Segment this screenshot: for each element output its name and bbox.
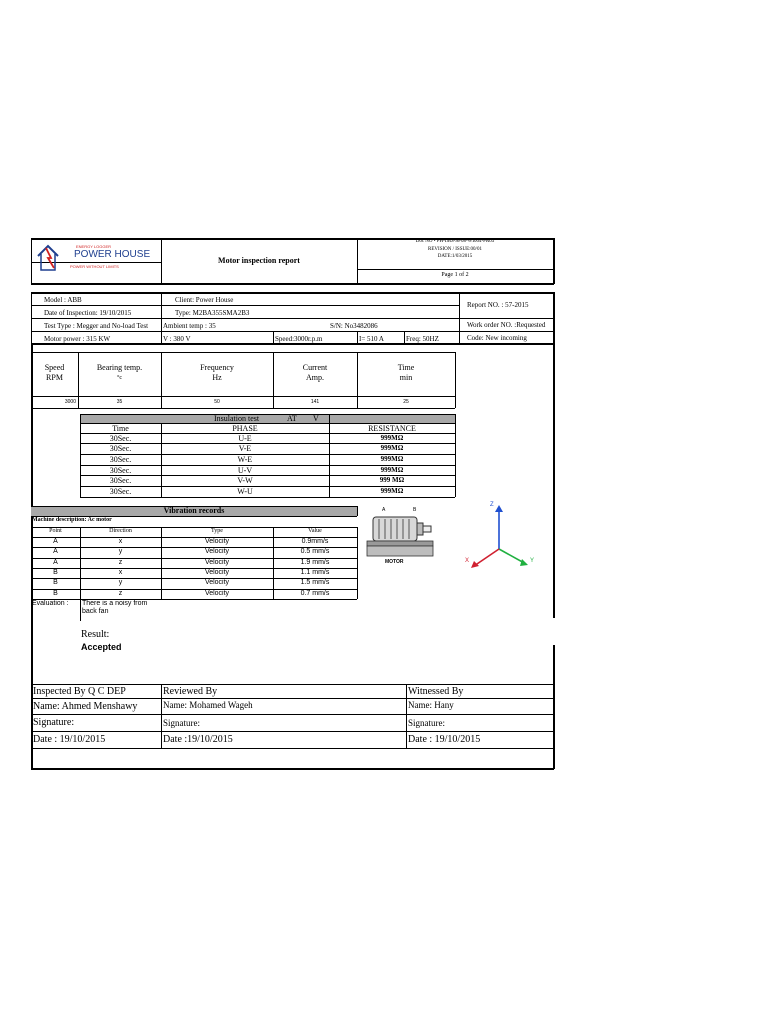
model: Model : ABB <box>44 296 82 304</box>
code: Code: New incoming <box>467 334 527 342</box>
insulation-header-time: Time <box>112 424 129 433</box>
insulation-title: Insulation test <box>214 414 260 423</box>
current: I= 510 A <box>359 335 384 343</box>
insulation-header-resistance: RESISTANCE <box>368 424 416 433</box>
measure-header-frequency: Frequency Hz <box>200 363 234 382</box>
point-b-label: B <box>413 507 417 513</box>
point-a-label: A <box>382 507 386 513</box>
serial-number: S/N: No3482086 <box>330 322 378 330</box>
measure-time-value: 25 <box>403 399 409 405</box>
frequency: Freq: 50HZ <box>406 335 439 343</box>
vibration-title: Vibration records <box>163 506 225 515</box>
reviewer-signature: Signature: <box>163 718 200 728</box>
evaluation-text-line2: back fan <box>82 608 109 615</box>
client: Client: Power House <box>175 296 234 304</box>
revision: REVISION / ISSUE:00/01 <box>428 247 482 252</box>
motor-label: MOTOR <box>385 559 404 565</box>
measure-header-bearing: Bearing temp. °c <box>96 363 143 381</box>
witness-date: Date : 19/10/2015 <box>408 734 481 745</box>
voltage: V : 380 V <box>163 335 191 343</box>
witnessed-by: Witnessed By <box>408 686 464 697</box>
page-number: Page 1 of 2 <box>441 272 469 278</box>
measure-current-value: 141 <box>310 399 320 405</box>
motor-type: Type: M2BA355SMA2B3 <box>175 309 250 317</box>
company-logo <box>36 242 160 260</box>
measure-speed-value: 3000 <box>64 399 76 405</box>
evaluation-label: Evaluation : <box>32 600 69 607</box>
speed: Speed:3000r.p.m <box>275 335 323 343</box>
motor-icon <box>365 513 440 565</box>
measure-header-time: Time min <box>397 363 415 382</box>
motor-diagram <box>365 507 440 569</box>
measure-bearing-value: 35 <box>116 399 123 405</box>
motor-power: Motor power : 315 KW <box>44 335 111 343</box>
brand-tagline: ENERGY LOGGER <box>76 244 112 249</box>
reviewer-name: Name: Mohamed Wageh <box>163 700 253 710</box>
witness-name: Name: Hany <box>408 700 454 710</box>
axis-diagram <box>462 502 538 572</box>
reviewed-by: Reviewed By <box>163 686 218 697</box>
xyz-axes-icon <box>462 502 538 572</box>
axis-x-label: X <box>465 558 470 564</box>
report-number: Report NO. : 57-2015 <box>467 301 529 309</box>
insulation-v: V <box>313 414 319 423</box>
ambient-temp: Ambient temp : 35 <box>163 322 216 330</box>
result-value: Accepted <box>81 642 122 652</box>
inspected-by: Inspected By Q C DEP <box>33 686 126 697</box>
reviewer-date: Date :19/10/2015 <box>163 734 233 745</box>
witness-signature: Signature: <box>408 718 445 728</box>
result-label: Result: <box>81 629 110 640</box>
inspector-date: Date : 19/10/2015 <box>33 734 106 745</box>
insulation-at: AT <box>287 414 297 423</box>
brand-name: POWER HOUSE <box>74 249 151 260</box>
inspector-name: Name: Ahmed Menshawy <box>33 701 138 712</box>
vibration-header-point: Point <box>49 528 62 534</box>
vibration-header-type: Type <box>211 528 223 534</box>
axis-y-label: Y <box>530 558 535 564</box>
house-logo-icon <box>36 242 66 274</box>
test-type: Test Type : Megger and No-load Test <box>44 322 149 330</box>
insulation-header-phase: PHASE <box>232 424 258 433</box>
measure-frequency-value: 50 <box>214 399 220 405</box>
evaluation-text-line1: There is a noisy from <box>82 600 148 607</box>
vibration-header-direction: Direction <box>109 528 132 534</box>
work-order: Work order NO. :Requested <box>467 321 546 329</box>
doc-number: Doc NO • PH-IMS-SP08-WI004-PR03 <box>415 239 495 244</box>
report-title: Motor inspection report <box>218 256 300 265</box>
inspection-date: Date of Inspection: 19/10/2015 <box>44 309 132 317</box>
inspector-signature: Signature: <box>33 717 75 728</box>
axis-z-label: Z <box>490 502 494 508</box>
vibration-header-value: Value <box>308 528 322 534</box>
doc-date: DATE:1/03/2015 <box>437 254 473 259</box>
measure-header-speed: Speed RPM <box>44 363 65 382</box>
measure-header-current: Current Amp. <box>302 363 328 382</box>
brand-slogan: POWER WITHOUT LIMITS <box>70 264 119 269</box>
machine-description: Machine description: Ac motor <box>32 517 112 523</box>
